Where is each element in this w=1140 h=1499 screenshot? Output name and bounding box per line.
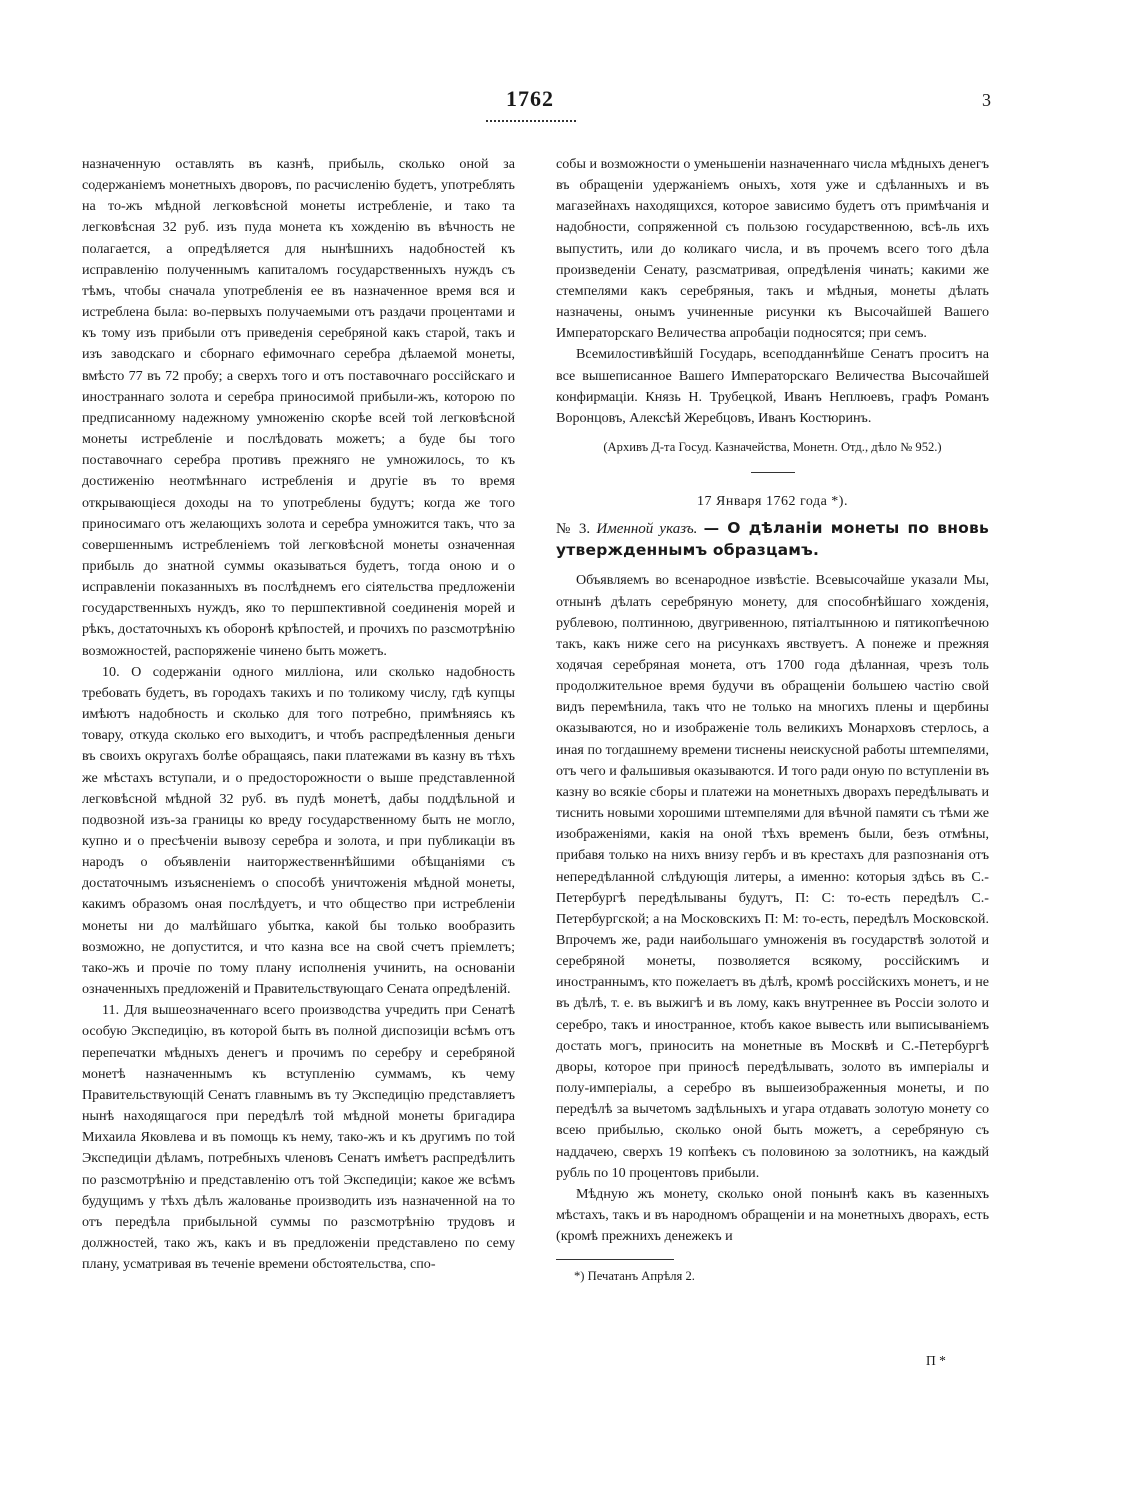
right-column [556, 154, 989, 1288]
paragraph-continuation: назначенную оставлять въ казнѣ, прибыль, сколько оной за содержаніемъ монетныхъ дворовъ, по расчисленію будетъ, употреблять на то-жъ мѣдной легковѣсной монеты истребленіе, и тако та легковѣсная 32 руб. изъ пуда монета къ хожденію въ вѣчность не полагается, а опредѣляется для нынѣшнихъ надобностей къ исправленію полученнымъ капиталомъ государственныхъ нуждъ съ тѣмъ, чтобы сначала употребленія ее въ назначенное время вся и истреблена была: во-первыхъ получаемыми отъ раздачи процентами и къ тому изъ прибыли отъ приведенія серебряной какъ старой, такъ и изъ заводскаго и сборнаго ефимочнаго серебра дѣлаемой монеты, вмѣсто 77 въ 72 пробу; а сверхъ того и отъ поставочнаго россійскаго и иностраннаго золота и серебра приносимой прибыли-жъ, которою по предписанному надежному умноженію скорѣе всей той легковѣсной монеты истребленіе и послѣдовать можетъ; а буде бы того поставочнаго серебра противъ прежняго не умножилось, то къ достиженію неотмѣннаго истребленія и другіе въ то время открывающіеся доходы на то употреблены будутъ; когда же того приносимаго отъ желающихъ золота и серебра умножится такъ, что за совершеннымъ истребленіемъ той легковѣсной монеты означенная прибыль до знатной суммы оказываться будетъ, тогда оною и о исправленіи показанныхъ въ послѣднемъ его сіятельства предложеніи государственныхъ нуждъ, яко то першпективной соединенія морей и рѣкъ, достаточныхъ къ оборонѣ крѣпостей, и прочихъ по разсмотрѣнію возможностей, распоряженіе чинено быть можетъ. [82, 156, 515, 659]
page-number: 3 [982, 90, 991, 110]
left-column [82, 154, 515, 1275]
footnote-divider [556, 1259, 674, 1260]
decree-number: № 3. [556, 521, 591, 538]
footnote: *) Печатанъ Апрѣля 2. [574, 1269, 695, 1284]
paragraph-item-11: 11. Для вышеозначеннаго всего производства учредить при Сенатѣ особую Экспедицію, въ которой быть въ полной диспозиціи всѣмъ отъ перепечатки мѣдныхъ денегъ и прочимъ по серебру и серебряной монетѣ назначеннымъ къ вступленію суммамъ, къ чему Правительствующій Сенатъ главнымъ въ ту Экспедицію представляетъ нынѣ находящагося при передѣлѣ той мѣдной монеты бригадира Михаила Яковлева и въ помощь къ нему, тако-жъ и къ другимъ по той Экспедиціи дѣламъ, потребныхъ членовъ Сенатъ имѣетъ распредѣлить по разсмотрѣнію и представленію отъ той Экспедиціи; какое же всѣмъ будущимъ у тѣхъ дѣлъ жалованье производить изъ назначенной на то отъ передѣла прибыльной суммы по разсмотрѣнію трудовъ и должностей, тако жъ, какъ и въ предложеніи представлено по сему плану, усматривая въ теченіе времени обстоятельства, спо- [82, 1002, 515, 1273]
decree-title: — О дѣланіи монеты по вновь утвержденнымъ образцамъ. [556, 519, 990, 560]
archive-source: (Архивъ Д-та Госуд. Казначейства, Монетн. Отд., дѣло № 952.) [603, 440, 942, 455]
paragraph-item-10: 10. О содержаніи одного милліона, или сколько надобность требовать будетъ, въ городахъ такихъ и по толикому числу, гдѣ купцы имѣютъ надобность и сколько для того потребно, примѣняясь къ товару, откуда сколько его выходитъ, и чтобъ распредѣленныя деньги въ своихъ округахъ болѣе обращаясь, паки платежами въ казну въ тѣхъ же мѣстахъ вступали, и о предосторожности о выше представленной легковѣсной мѣдной 32 руб. въ пудѣ монетѣ, дабы поддѣльной и подвозной изъ-за границы ко вреду государственному быть не могло, купно и о пресѣченіи вывозу серебра и золота, и при публикаціи въ народъ о объявленіи наиторжественнѣйшими обѣщаніями съ достаточнымъ изъясненіемъ о способѣ уничтоженія мѣдной монеты, какимъ образомъ оная послѣдуетъ, и что общество при истребленіи монеты ни до малѣйшаго убытка, какой бы только вообразить возможно, не допустится, и что казна все на свой счетъ пріемлетъ; тако-жъ и прочіе по тому плану исполненія учинить, на основаніи означенныхъ предложеній и Правительствующаго Сената опредѣленій. [82, 663, 515, 998]
decree-kind: Именной указъ. [596, 521, 698, 538]
decree-heading [556, 518, 989, 562]
petition-paragraph: Всемилостивѣйшій Государь, всеподданнѣйше Сенатъ проситъ на все вышеписанное Вашего Императорскаго Величества Высочайшей конфирмаціи. Князь Н. Трубецкой, Иванъ Неплюевъ, графъ Романъ Воронцовъ, Алексѣй Жеребцовъ, Иванъ Костюринъ. [556, 346, 989, 426]
decree-text-continued: Мѣдную жъ монету, сколько оной понынѣ какъ въ казенныхъ мѣстахъ, такъ и въ народномъ обращеніи и на монетныхъ дворахъ, есть (кромѣ прежнихъ денежекъ и [556, 1185, 989, 1245]
section-divider [751, 472, 795, 473]
decree-date: 17 Января 1762 года *). [697, 494, 848, 510]
decree-text: Объявляемъ во всенародное извѣстіе. Всевысочайше указали Мы, отнынѣ дѣлать серебряную монету, для способнѣйшаго хожденія, рублевою, полтинною, двугривенною, пятіалтынною и пятикопѣечною такъ, какъ ниже сего на рисункахъ явствуетъ. А понеже и прежняя ходячая серебряная монета, отъ 1700 года дѣланная, чрезъ толь продолжительное время будучи въ обращеніи большею частію свой видъ перемѣнила, такъ что не только на многихъ плены и щербины оказываются, но и изображеніе толь великихъ Монарховъ стерлось, а иная по тогдашнему времени тиснены неискусной работы штемпелями, отъ чего и фальшивыя оказываются. И того ради оную по вступленіи въ казну во всякіе сборы и платежи на монетныхъ дворахъ передѣлывать и тиснить новыми хорошими штемпелями для вѣчной памяти съ тѣми же изображеніями, какія на оной тѣхъ временъ были, безъ отмѣны, прибавя только на нихъ внизу гербъ и въ крестахъ для разпознанія отъ непередѣланной слѣдующія литеры, а именно: которыя здѣсь въ С.-Петербургѣ передѣлываны будутъ, П: С: то-есть передѣлъ С.-Петербургской; а на Московскихъ П: М: то-есть, передѣлъ Московской. Впрочемъ же, ради наибольшаго умноженія въ государствѣ золотой и серебряной монеты, позволяется всякому, россійскимъ и иностраннымъ, кто пожелаетъ въ дѣлѣ, кромѣ россійскихъ монетъ, и не въ дѣлѣ, т. е. въ выжигѣ и въ лому, какъ внутреннее въ Россіи золото и серебро, такъ и иностранное, ктобъ какое вывесть или выписываніемъ достать могъ, приносить на монетные въ Москвѣ и С.-Петербургѣ дворы, которое при приносѣ передѣлывать, золото въ имперіалы и полу-имперіалы, а серебро въ вышеизображенныя монеты, и по передѣлѣ за вычетомъ задѣльныхъ и угара отдавать золотую монету со всею прибылью, сколько оной быть можетъ, а серебряную съ наддачею, сверхъ 19 копѣекъ съ половиною за золотникъ, на каждый рубль по 10 процентовъ прибыли. [556, 572, 989, 1181]
header-ornament [486, 114, 576, 122]
page-year-header: 1762 [506, 86, 554, 111]
printer-signature-mark: П * [926, 1353, 946, 1368]
paragraph-continuation-right: собы и возможности о уменьшеніи назначеннаго числа мѣдныхъ денегъ въ обращеніи удержаніемъ оныхъ, хотя уже и сдѣланныхъ и въ магазейнахъ находящихся, которое зависимо будетъ отъ примѣчанія и надобности, сопряженной съ пользою государственною, всѣ-ль ихъ выпустить, или до коликаго числа, и въ прочемъ всего того дѣла произведеніи Сенату, разсматривая, опредѣленія чинать; какими же стемпелями какъ серебряныя, такъ и мѣдныя, монеты дѣлать назначены, онымъ учиненные рисунки къ Высочайшей Вашего Императорскаго Величества апробаціи подносятся; при семъ. [556, 156, 989, 342]
